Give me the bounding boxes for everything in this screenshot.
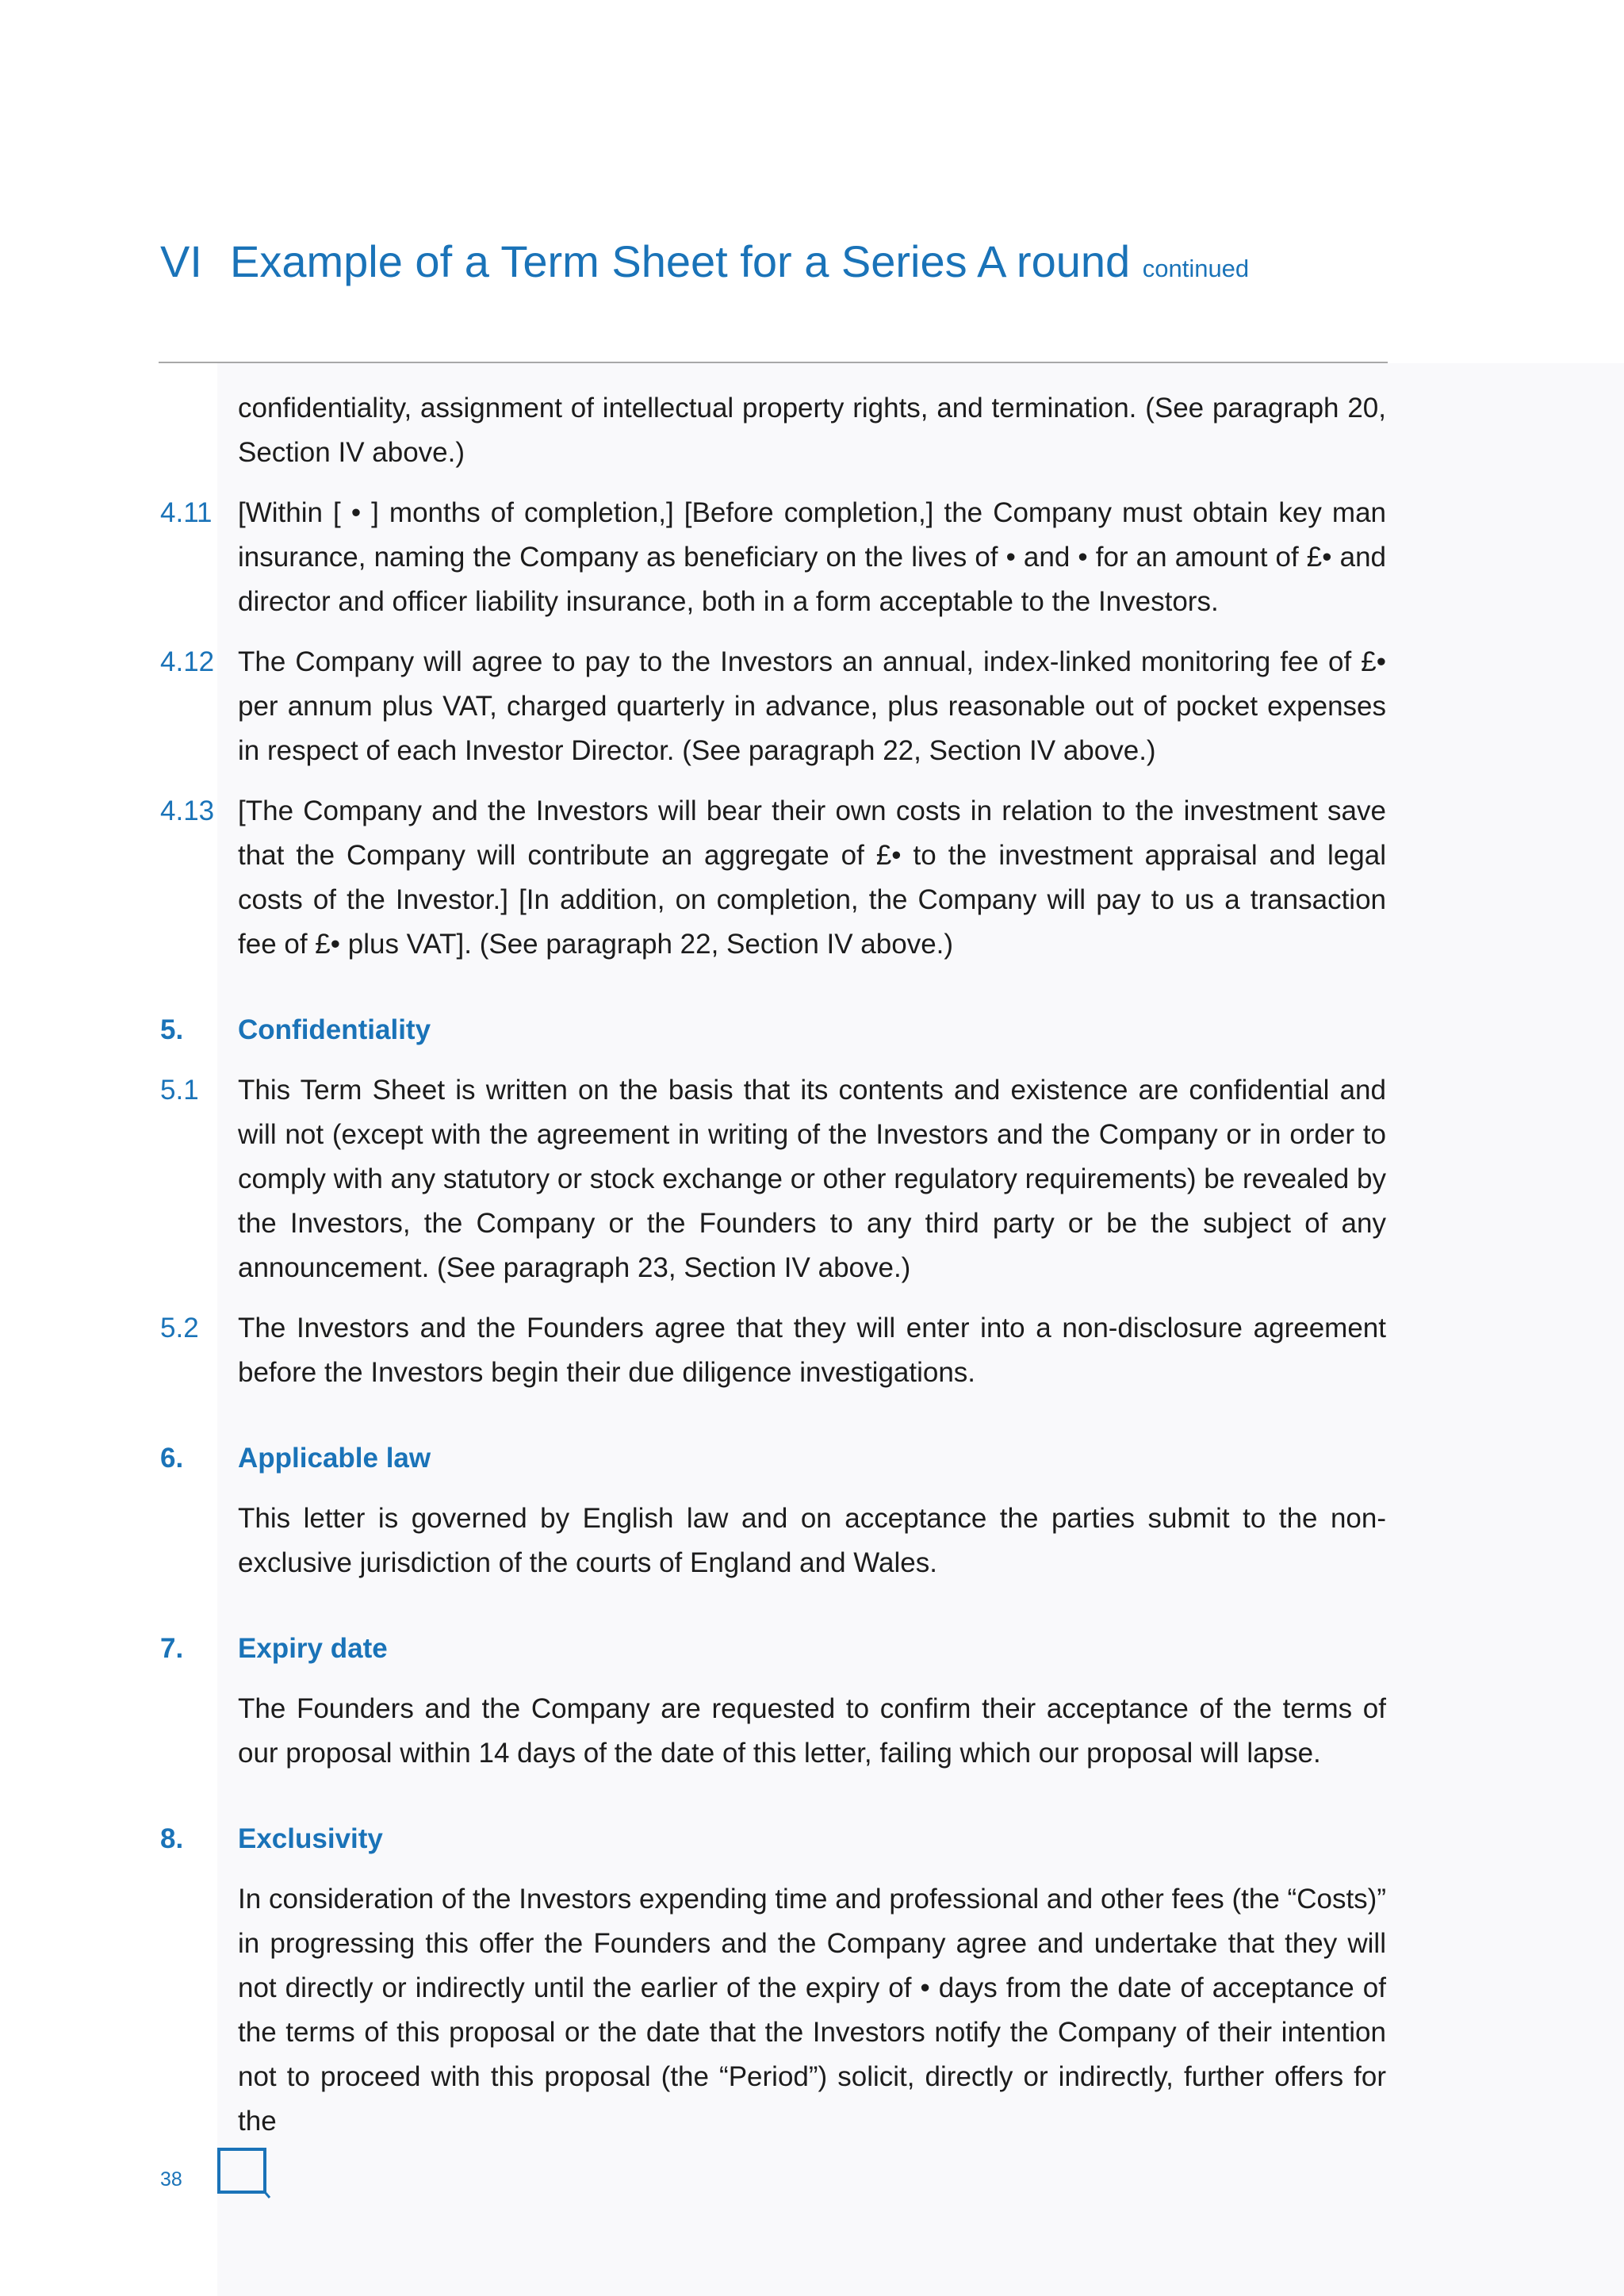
section-number: 5. [160, 1014, 184, 1045]
section-number: 6. [160, 1443, 184, 1474]
clause-text: [Within [ • ] months of completion,] [Before completion,] the Company must obtain key man insurance, naming the Company as beneficiary on the lives of • and • for an amount of £• and director and officer liability insurance, both in a form acceptable to the Investors. [238, 497, 1386, 617]
section-number: 8. [160, 1823, 184, 1854]
clause-text: [The Company and the Investors will bear their own costs in relation to the investment save that the Company will contribute an aggregate of £• to the investment appraisal and legal costs of the Investor.] [In addition, on completion, the Company will pay to us a transaction fee of £• plus VAT]. (See paragraph 22, Section IV above.) [238, 795, 1386, 960]
clause-4-12 [160, 640, 1386, 773]
section-heading-exclusivity [160, 1817, 1386, 1861]
section-number: 7. [160, 1633, 184, 1664]
title-text: Example of a Term Sheet for a Series A round [230, 236, 1131, 286]
clause-text: This Term Sheet is written on the basis that its contents and existence are confidential and will not (except with the agreement in writing of the Investors and the Company or in order to comply with any statutory or stock exchange or other regulatory requirements) be revealed by the Investors, the Company or the Founders to any third party or be the subject of any announcement. (See paragraph 23, Section IV above.) [238, 1075, 1386, 1283]
clause-number: 4.12 [160, 646, 215, 677]
document-body [160, 386, 1386, 2160]
section-title: Confidentiality [238, 1014, 431, 1045]
title-divider [159, 362, 1388, 363]
clause-number: 5.1 [160, 1075, 199, 1106]
clause-text: The Company will agree to pay to the Investors an annual, index-linked monitoring fee of £• per annum plus VAT, charged quarterly in advance, plus reasonable out of pocket expenses in respect of each Investor Director. (See paragraph 22, Section IV above.) [238, 646, 1386, 766]
section-number: VI [160, 236, 202, 286]
section-paragraph: This letter is governed by English law and on acceptance the parties submit to the non-exclusive jurisdiction of the courts of England and Wales. [238, 1503, 1386, 1578]
section-paragraph: The Founders and the Company are requested to confirm their acceptance of the terms of our proposal within 14 days of the date of this letter, failing which our proposal will lapse. [238, 1693, 1386, 1769]
continued-label: continued [1142, 255, 1250, 282]
clause-number: 4.11 [160, 497, 213, 528]
clause-number: 5.2 [160, 1313, 199, 1343]
square-outline-icon [216, 2141, 273, 2198]
section-heading-confidentiality [160, 1008, 1386, 1052]
section-paragraph: In consideration of the Investors expending time and professional and other fees (the “Costs)” in progressing this offer the Founders and the Company agree and undertake that they will not directly or indirectly until the earlier of the expiry of • days from the date of acceptance of the terms of this proposal or the date that the Investors notify the Company of their intention not to proceed with this proposal (the “Period”) solicit, directly or indirectly, further offers for the [238, 1884, 1386, 2137]
clause-4-11 [160, 491, 1386, 624]
clause-number: 4.13 [160, 795, 215, 826]
clause-5-2 [160, 1306, 1386, 1395]
section-title: Applicable law [238, 1443, 431, 1474]
clause-text: The Investors and the Founders agree that they will enter into a non-disclosure agreement before the Investors begin their due diligence investigations. [238, 1313, 1386, 1388]
intro-paragraph: confidentiality, assignment of intellectual property rights, and termination. (See paragraph 20, Section IV above.) [238, 393, 1386, 468]
section-heading-applicable-law [160, 1436, 1386, 1481]
page-number: 38 [160, 2168, 182, 2191]
section-heading-expiry-date [160, 1627, 1386, 1671]
page-title [160, 235, 1249, 288]
clause-5-1 [160, 1068, 1386, 1290]
section-title: Exclusivity [238, 1823, 383, 1854]
clause-4-13 [160, 789, 1386, 967]
section-title: Expiry date [238, 1633, 388, 1664]
